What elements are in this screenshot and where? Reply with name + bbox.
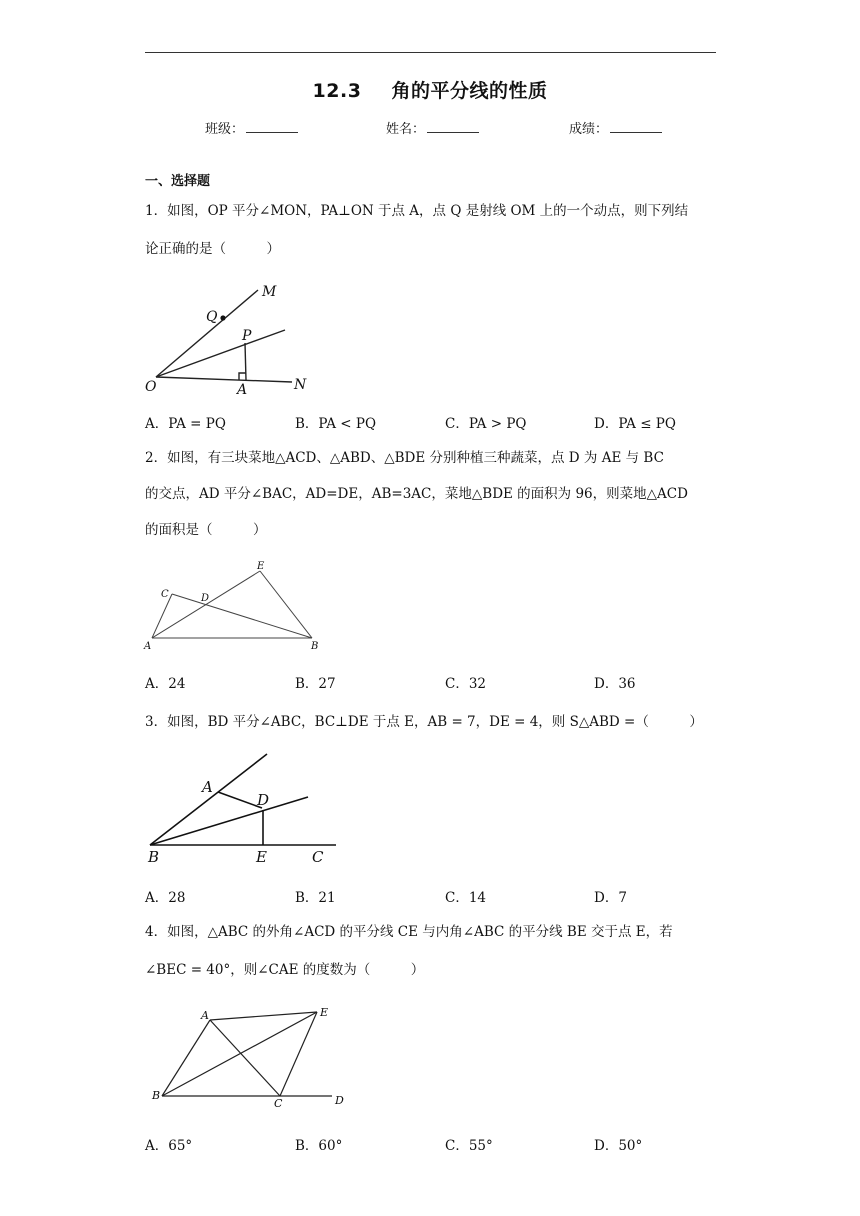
- q1-option-b[interactable]: B．PA < PQ: [295, 416, 377, 432]
- q2-label-e: E: [257, 561, 265, 572]
- q3-option-c[interactable]: C．14: [445, 890, 487, 906]
- q3-label-e: E: [256, 848, 267, 866]
- q4-label-b: B: [152, 1089, 161, 1102]
- q2-line3: 的面积是（ ）: [145, 522, 267, 538]
- section-title: 一、选择题: [145, 174, 211, 189]
- q1-option-d[interactable]: D．PA ≤ PQ: [594, 416, 676, 432]
- q3-line1: 3．如图，BD 平分∠ABC，BC⊥DE 于点 E，AB = 7，DE = 4，则 S△ABD =（ ）: [145, 714, 703, 730]
- q1-label-n: N: [294, 377, 307, 393]
- q1-label-o: O: [145, 379, 157, 395]
- q3-option-b[interactable]: B．21: [295, 890, 336, 906]
- q4-label-a: A: [201, 1009, 209, 1022]
- q2-option-b[interactable]: B．27: [295, 676, 336, 692]
- q2-label-b: B: [311, 641, 319, 652]
- q2-option-c[interactable]: C．32: [445, 676, 487, 692]
- q4-label-c: C: [274, 1097, 283, 1110]
- q1-label-m: M: [262, 284, 277, 300]
- q2-label-d: D: [201, 593, 210, 604]
- q2-line2: 的交点，AD 平分∠BAC，AD=DE，AB=3AC，菜地△BDE 的面积为 96，则菜地△ACD: [145, 486, 688, 502]
- q4-option-c[interactable]: C．55°: [445, 1138, 493, 1154]
- q1-option-c[interactable]: C．PA > PQ: [445, 416, 527, 432]
- q3-label-c: C: [312, 848, 324, 866]
- q1-label-q: Q: [206, 309, 218, 325]
- q3-label-b: B: [148, 848, 160, 866]
- q4-line1: 4．如图，△ABC 的外角∠ACD 的平分线 CE 与内角∠ABC 的平分线 BE 交于点 E，若: [145, 924, 673, 940]
- q4-label-d: D: [335, 1094, 344, 1107]
- q1-option-a[interactable]: A．PA = PQ: [145, 416, 226, 432]
- q2-line1: 2．如图，有三块菜地△ACD、△ABD、△BDE 分别种植三种蔬菜，点 D 为 AE 与 BC: [145, 450, 664, 466]
- q3-label-d: D: [257, 791, 270, 809]
- q3-option-d[interactable]: D．7: [594, 890, 627, 906]
- q4-option-d[interactable]: D．50°: [594, 1138, 643, 1154]
- q3-label-a: A: [202, 778, 213, 796]
- title-number: 12.3: [312, 80, 362, 102]
- q1-line2: 论正确的是（ ）: [145, 241, 280, 257]
- q4-option-b[interactable]: B．60°: [295, 1138, 343, 1154]
- q1-label-a: A: [237, 382, 248, 398]
- title-text: 角的平分线的性质: [391, 80, 548, 102]
- q1-line1: 1．如图，OP 平分∠MON，PA⊥ON 于点 A，点 Q 是射线 OM 上的一个动点，则下列结: [145, 203, 689, 219]
- score-field: 成绩：: [569, 118, 662, 137]
- q2-label-a: A: [144, 641, 152, 652]
- q1-label-p: P: [242, 328, 252, 344]
- class-field: 班级：: [205, 118, 298, 137]
- q2-label-c: C: [161, 589, 169, 600]
- name-field: 姓名：: [386, 118, 479, 137]
- q2-option-a[interactable]: A．24: [145, 676, 186, 692]
- q4-line2: ∠BEC = 40°，则∠CAE 的度数为（ ）: [145, 962, 425, 978]
- q2-option-d[interactable]: D．36: [594, 676, 636, 692]
- q4-label-e: E: [320, 1006, 329, 1019]
- q1-point-q: [220, 315, 225, 320]
- q3-option-a[interactable]: A．28: [145, 890, 186, 906]
- q4-option-a[interactable]: A．65°: [145, 1138, 193, 1154]
